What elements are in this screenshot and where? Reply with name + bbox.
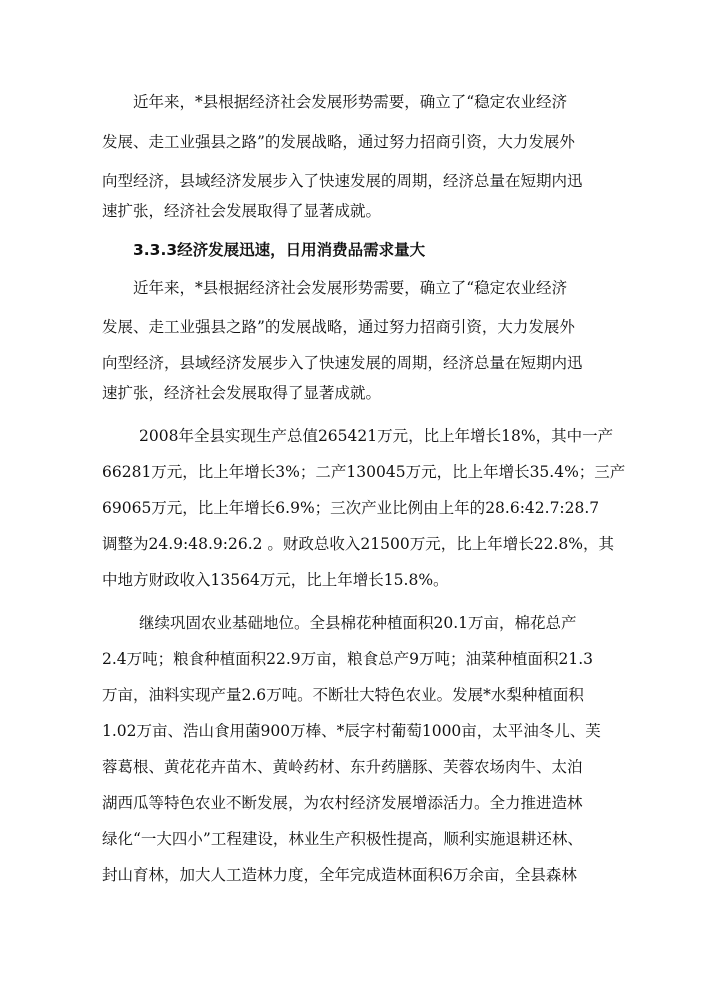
text-line: 66281万元，比上年增长3%；二产130045万元，比上年增长35.4%；三产 <box>102 463 626 481</box>
text-line: 绿化“一大四小”工程建设，林业生产积极性提高，顺利实施退耕还林、 <box>102 830 583 848</box>
text-line: 速扩张，经济社会发展取得了显著成就。 <box>102 384 382 402</box>
section-heading: 3.3.3经济发展迅速，日用消费品需求量大 <box>133 241 426 259</box>
text-line: 1.02万亩、浩山食用菌900万棒、*辰字村葡萄1000亩，太平油冬儿、芙 <box>102 722 601 740</box>
text-line: 向型经济，县域经济发展步入了快速发展的周期，经济总量在短期内迅 <box>102 172 583 190</box>
text-line: 万亩，油料实现产量2.6万吨。不断壮大特色农业。发展*水梨种植面积 <box>102 686 584 704</box>
text-line: 湖西瓜等特色农业不断发展，为农村经济发展增添活力。全力推进造林 <box>102 794 583 812</box>
text-line: 2008年全县实现生产总值265421万元，比上年增长18%，其中一产 <box>139 427 614 445</box>
text-line: 69065万元，比上年增长6.9%；三次产业比例由上年的28.6:42.7:28.7 <box>102 499 600 517</box>
text-line: 蓉葛根、黄花花卉苗木、黄岭药材、东升药膳豚、芙蓉农场肉牛、太泊 <box>102 758 583 776</box>
text-line: 近年来，*县根据经济社会发展形势需要，确立了“稳定农业经济 <box>133 93 568 111</box>
text-line: 调整为24.9:48.9:26.2 。财政总收入21500万元，比上年增长22.8%，其 <box>102 535 614 553</box>
text-line: 中地方财政收入13564万元，比上年增长15.8%。 <box>102 571 449 589</box>
text-line: 2.4万吨；粮食种植面积22.9万亩，粮食总产9万吨；油菜种植面积21.3 <box>102 650 594 668</box>
text-line: 发展、走工业强县之路”的发展战略，通过努力招商引资，大力发展外 <box>102 133 575 151</box>
text-line: 速扩张，经济社会发展取得了显著成就。 <box>102 202 382 220</box>
text-line: 向型经济，县域经济发展步入了快速发展的周期，经济总量在短期内迅 <box>102 354 583 372</box>
text-line: 发展、走工业强县之路”的发展战略，通过努力招商引资，大力发展外 <box>102 318 575 336</box>
text-line: 封山育林，加大人工造林力度，全年完成造林面积6万余亩，全县森林 <box>102 866 577 884</box>
text-line: 继续巩固农业基础地位。全县棉花种植面积20.1万亩，棉花总产 <box>139 614 577 632</box>
text-line: 近年来，*县根据经济社会发展形势需要，确立了“稳定农业经济 <box>133 279 568 297</box>
